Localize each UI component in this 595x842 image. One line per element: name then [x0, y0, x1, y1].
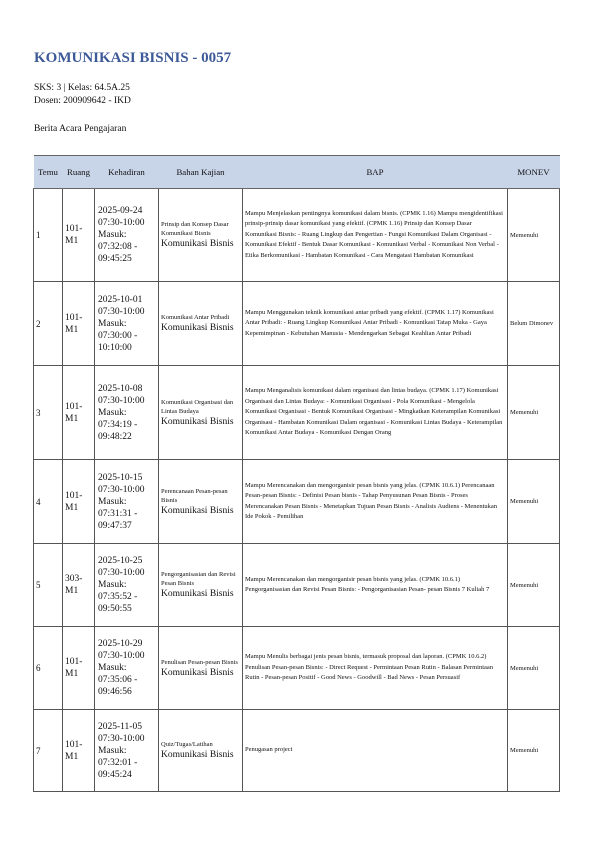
bahan-topic: Pengorganisasian dan Revisi Pesan Bisnis [161, 571, 236, 587]
bahan-course: Komunikasi Bisnis [161, 750, 234, 760]
cell-ruang: 303-M1 [63, 544, 95, 627]
table-row [34, 366, 560, 460]
cell-ruang: 101-M1 [63, 282, 95, 366]
header-bap: BAP [243, 156, 508, 189]
cell-bap: Mampu Menjelaskan pentingnya komunikasi dalam bisnis. (CPMK 1.16) Mampu mengidentifikasi prinsip-prinsip dasar komunikasi yang efektif. (CPMK 1.16) Prinsip dan Konsep Dasar Komunikasi Bisnis: - Ruang Lingkup dan Pengertian - Fungsi Komunikasi Dalam Organisasi - Komunikasi Efektif - Bentuk Dasar Komunikasi - Komunikasi Verbal - Komunikasi Non Verbal - Etika Berkomunikasi - Hambatan Komunikasi - Cara Mengatasi Hambatan Komunikasi [243, 189, 508, 282]
cell-temu: 7 [34, 710, 63, 792]
bahan-course: Komunikasi Bisnis [161, 416, 234, 427]
cell-bahan-kajian [159, 189, 243, 282]
bahan-topic: Prinsip dan Konsep Dasar Komunikasi Bisnis [161, 221, 229, 237]
cell-ruang: 101-M1 [63, 627, 95, 710]
bahan-course: Komunikasi Bisnis [161, 505, 234, 516]
cell-temu: 4 [34, 460, 63, 544]
cell-temu: 3 [34, 366, 63, 460]
lecturer-info: Dosen: 200909642 - IKD [34, 96, 131, 106]
table-row [34, 189, 560, 282]
cell-monev: Memenuhi [508, 627, 560, 710]
bahan-topic: Komunikasi Antar Pribadi [161, 314, 230, 321]
table-row [34, 627, 560, 710]
table-row [34, 544, 560, 627]
table-row [34, 710, 560, 792]
cell-kehadiran: 2025-10-25 07:30-10:00 Masuk: 07:35:52 - 09:50:55 [95, 544, 159, 627]
cell-bap: Mampu Menggunakan teknik komunikasi antar pribadi yang efektif. (CPMK 1.17) Komunikasi Antar Pribadi: - Ruang Lingkup Komunikasi Antar Pribadi - Komunikasi Tatap Muka - Gaya Kepemimpinan - Kebutuhan Manusia - Mendengarkan Sebagai Keahlian Antar Pribadi [243, 282, 508, 366]
bahan-course: Komunikasi Bisnis [161, 239, 234, 249]
cell-kehadiran: 2025-10-01 07:30-10:00 Masuk: 07:30:00 - 10:10:00 [95, 282, 159, 366]
bap-table [33, 155, 560, 792]
table-header-row [34, 156, 560, 189]
header-temu: Temu [34, 156, 63, 189]
cell-bap: Mampu Merencanakan dan mengorganisir pesan bisnis yang jelas. (CPMK 10.6.1) Perencanaan Pesan-pesan Bisnis: - Definisi Pesan bisnis - Tahap Penyusunan Pesan Bisnis - Proses Merencanakan Pesan Bisnis - Menetapkan Tujuan Pesan Bisnis - Analisis Audiens - Menentukan Ide Pokok - Pemilihan [243, 460, 508, 544]
document-title: KOMUNIKASI BISNIS - 0057 [34, 50, 232, 66]
cell-monev: Memenuhi [508, 189, 560, 282]
cell-bap: Mampu Menulis berbagai jenis pesan bisnis, termasuk proposal dan laporan. (CPMK 10.6.2) Penulisan Pesan-pesan Bisnis: - Direct Request - Permintaan Pesan Rutin - Balasan Permintaan Rutin - Pesan-pesan Positif - Good News - Goodwill - Bad News - Pesan Persuasif [243, 627, 508, 710]
cell-ruang: 101-M1 [63, 460, 95, 544]
bahan-course: Komunikasi Bisnis [161, 589, 234, 599]
cell-monev: Memenuhi [508, 460, 560, 544]
cell-kehadiran: 2025-11-05 07:30-10:00 Masuk: 07:32:01 - 09:45:24 [95, 710, 159, 792]
cell-ruang: 101-M1 [63, 189, 95, 282]
cell-monev: Belum Dimonev [508, 282, 560, 366]
cell-bahan-kajian [159, 627, 243, 710]
header-monev: MONEV [508, 156, 560, 189]
cell-bahan-kajian [159, 460, 243, 544]
cell-bap: Mampu Merencanakan dan mengorganisir pesan bisnis yang jelas. (CPMK 10.6.1) Pengorganisasian dan Revisi Pesan Bisnis: - Pengorganisasian Pesan- pesan Bisnis 7 Kuliah 7 [243, 544, 508, 627]
header-ruang: Ruang [63, 156, 95, 189]
cell-kehadiran: 2025-10-15 07:30-10:00 Masuk: 07:31:31 - 09:47:37 [95, 460, 159, 544]
course-info: SKS: 3 | Kelas: 64.5A.25 [34, 83, 130, 93]
cell-kehadiran: 2025-10-29 07:30-10:00 Masuk: 07:35:06 - 09:46:56 [95, 627, 159, 710]
cell-monev: Memenuhi [508, 544, 560, 627]
cell-bap: Penugasan project [243, 710, 508, 792]
bahan-topic: Komunikasi Organisasi dan Lintas Budaya [161, 398, 234, 415]
cell-temu: 6 [34, 627, 63, 710]
cell-bahan-kajian [159, 710, 243, 792]
bahan-topic: Penulisan Pesan-pesan Bisnis [161, 658, 238, 666]
cell-temu: 1 [34, 189, 63, 282]
cell-bahan-kajian [159, 282, 243, 366]
header-kehadiran: Kehadiran [95, 156, 159, 189]
bahan-topic: Perencanaan Pesan-pesan Bisnis [161, 487, 228, 504]
cell-monev: Memenuhi [508, 710, 560, 792]
cell-temu: 2 [34, 282, 63, 366]
cell-monev: Memenuhi [508, 366, 560, 460]
section-title: Berita Acara Pengajaran [34, 124, 127, 134]
cell-bap: Mampu Menganalisis komunikasi dalam organisasi dan lintas budaya. (CPMK 1.17) Komunikasi Organisasi dan Lintas Budaya: - Komunikasi Organisasi - Pola Komunikasi - Mengelola Komunikasi Organisasi - Bentuk Komunikasi Organisasi - Mingkatkan Keterampilan Komunikasi Organisasi - Hambatan Komunikasi Dalam organisasi - Komunikasi Lintas Budaya - Keterampilan Komunikasi Antar Budaya - Komunikasi Dengan Orang [243, 366, 508, 460]
header-bahan-kajian: Bahan Kajian [159, 156, 243, 189]
table-row [34, 282, 560, 366]
cell-ruang: 101-M1 [63, 366, 95, 460]
bahan-course: Komunikasi Bisnis [161, 323, 234, 333]
table-row [34, 460, 560, 544]
cell-temu: 5 [34, 544, 63, 627]
cell-bahan-kajian [159, 544, 243, 627]
cell-kehadiran: 2025-09-24 07:30-10:00 Masuk: 07:32:08 - 09:45:25 [95, 189, 159, 282]
cell-ruang: 101-M1 [63, 710, 95, 792]
bahan-topic: Quiz/Tugas/Latihan [161, 741, 213, 748]
cell-kehadiran: 2025-10-08 07:30-10:00 Masuk: 07:34:19 - 09:48:22 [95, 366, 159, 460]
bahan-course: Komunikasi Bisnis [161, 667, 234, 678]
cell-bahan-kajian [159, 366, 243, 460]
